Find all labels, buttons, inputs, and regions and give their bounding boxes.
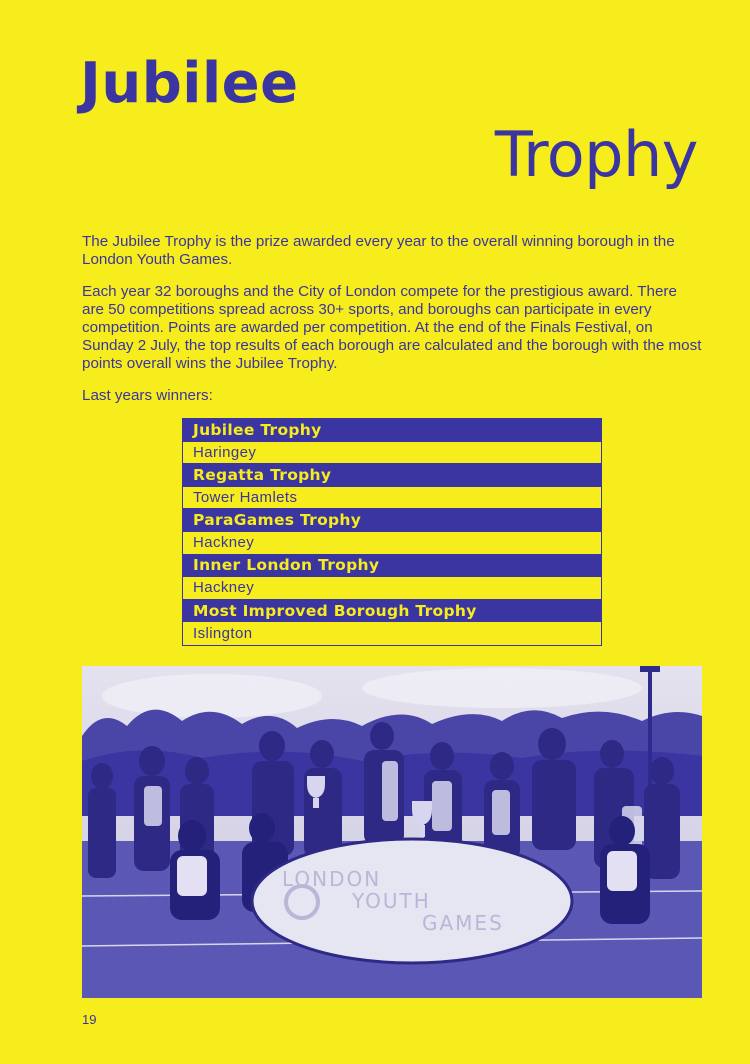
banner-text-line-2: YOUTH xyxy=(352,889,431,913)
award-name: Most Improved Borough Trophy xyxy=(183,600,601,623)
banner-text-line-1: LONDON xyxy=(282,867,382,891)
page-title-line-1: Jubilee xyxy=(80,51,299,116)
page-title-line-2: Trophy xyxy=(494,118,698,191)
banner-text-line-3: GAMES xyxy=(422,911,504,935)
winning-borough: Haringey xyxy=(183,442,601,465)
award-name: Jubilee Trophy xyxy=(183,419,601,442)
winning-borough: Hackney xyxy=(183,532,601,555)
winners-heading: Last years winners: xyxy=(82,387,213,404)
winning-borough: Islington xyxy=(183,622,601,645)
award-name: Regatta Trophy xyxy=(183,464,601,487)
intro-paragraph: The Jubilee Trophy is the prize awarded every year to the overall winning borough in the London Youth Games. xyxy=(82,233,675,268)
team-photo xyxy=(82,666,702,998)
award-name: Inner London Trophy xyxy=(183,555,601,578)
details-paragraph: Each year 32 boroughs and the City of London compete for the prestigious award. There are 50 competitions spread across 30+ sports, and boroughs can participate in every competition. Points are awarded per competition. At the end of the Finals Festival, on Sunday 2 July, the top results of each borough are calculated and the borough with the most points overall wins the Jubilee Trophy. xyxy=(82,283,702,372)
winning-borough: Tower Hamlets xyxy=(183,487,601,510)
page-number: 19 xyxy=(82,1012,97,1027)
winning-borough: Hackney xyxy=(183,577,601,600)
winners-table xyxy=(182,418,602,646)
award-name: ParaGames Trophy xyxy=(183,509,601,532)
